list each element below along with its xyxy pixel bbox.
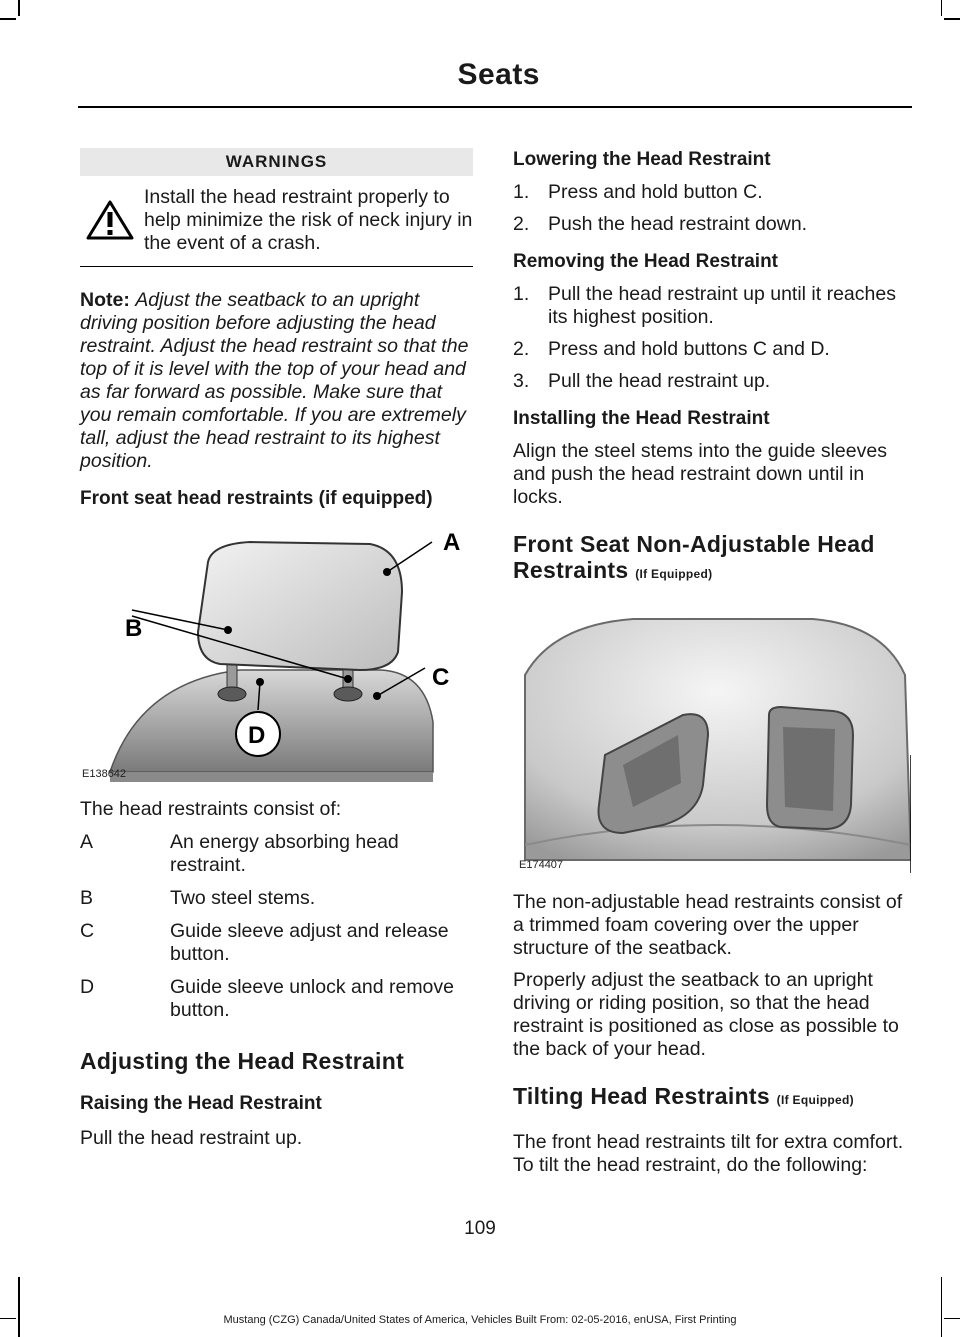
crop-mark — [18, 1277, 20, 1337]
lowering-steps — [513, 181, 911, 236]
step-text: Press and hold button C. — [548, 181, 763, 203]
part-row — [80, 831, 473, 877]
non-adjustable-figure — [513, 615, 911, 873]
part-key: A — [80, 831, 94, 853]
installing-heading: Installing the Head Restraint — [513, 408, 770, 429]
callout-c: C — [432, 664, 450, 691]
crop-mark — [941, 1277, 943, 1337]
part-value: An energy absorbing head restraint. — [170, 831, 399, 876]
removing-steps — [513, 283, 911, 393]
step-number: 1. — [513, 181, 530, 203]
warning-triangle-icon — [86, 200, 134, 240]
tilting-heading — [513, 1083, 911, 1113]
head-restraint-illustration — [80, 522, 473, 782]
consist-intro: The head restraints consist of: — [80, 798, 342, 820]
removing-heading: Removing the Head Restraint — [513, 251, 778, 272]
tilting-text: The front head restraints tilt for extra comfort. To tilt the head restraint, do the following: — [513, 1131, 904, 1176]
non-adjustable-heading-text: Front Seat Non-Adjustable Head Restraints — [513, 531, 875, 583]
callout-a: A — [443, 529, 461, 556]
page-footer: Mustang (CZG) Canada/United States of America, Vehicles Built From: 02-05-2016, enUSA, First Printing — [223, 1314, 737, 1326]
step-number: 2. — [513, 338, 530, 360]
note-text: Adjust the seatback to an upright driving position before adjusting the head restraint. Adjust the head restraint so that the top of it is level with the top of your head and as far forward as possible. Make sure that you remain comfortable. If you are extremely tall, adjust the head restraint to its highest position. — [80, 289, 469, 472]
parts-list — [80, 831, 473, 1022]
right-column — [513, 148, 911, 1177]
page-title: Seats — [457, 58, 540, 91]
step-number: 3. — [513, 370, 530, 392]
warning-box — [80, 176, 473, 267]
note-label: Note: — [80, 289, 130, 311]
page-number: 109 — [464, 1218, 496, 1239]
non-adjustable-p1: The non-adjustable head restraints consist of a trimmed foam covering over the upper structure of the seatback. — [513, 891, 903, 959]
figure-code: E138642 — [82, 768, 127, 780]
header-divider — [78, 106, 912, 108]
raising-text: Pull the head restraint up. — [80, 1127, 303, 1149]
front-seat-heading: Front seat head restraints (if equipped) — [80, 488, 433, 509]
part-value: Guide sleeve adjust and release button. — [170, 920, 449, 965]
adjusting-heading: Adjusting the Head Restraint — [80, 1048, 405, 1074]
warning-text: Install the head restraint properly to help minimize the risk of neck injury in the event of a crash. — [144, 186, 473, 254]
tilting-heading-text: Tilting Head Restraints — [513, 1083, 770, 1109]
step-text: Push the head restraint down. — [548, 213, 808, 235]
part-row — [80, 920, 473, 966]
warning-heading: WARNINGS — [80, 148, 473, 176]
crop-mark — [944, 18, 960, 20]
part-key: D — [80, 976, 95, 998]
part-row — [80, 887, 473, 910]
list-item — [513, 213, 911, 236]
step-text: Pull the head restraint up until it reaches its highest position. — [548, 283, 896, 328]
note-paragraph — [80, 289, 473, 473]
figure-code: E174407 — [519, 859, 564, 871]
part-key: B — [80, 887, 94, 909]
step-text: Press and hold buttons C and D. — [548, 338, 830, 360]
list-item — [513, 338, 911, 361]
callout-d: D — [248, 722, 266, 749]
seatback-illustration — [513, 615, 911, 873]
crop-mark — [18, 0, 20, 16]
crop-mark — [0, 18, 16, 20]
lowering-heading: Lowering the Head Restraint — [513, 149, 771, 170]
part-key: C — [80, 920, 95, 942]
part-row — [80, 976, 473, 1022]
crop-mark — [941, 0, 943, 16]
step-text: Pull the head restraint up. — [548, 370, 771, 392]
list-item — [513, 283, 911, 329]
step-number: 1. — [513, 283, 530, 305]
callout-b: B — [125, 615, 143, 642]
non-adjustable-heading — [513, 531, 911, 587]
step-number: 2. — [513, 213, 530, 235]
if-equipped-tag: (If Equipped) — [635, 567, 713, 581]
installing-text: Align the steel stems into the guide sleeves and push the head restraint down until in locks. — [513, 440, 887, 508]
part-value: Guide sleeve unlock and remove button. — [170, 976, 454, 1021]
raising-heading: Raising the Head Restraint — [80, 1093, 322, 1114]
list-item — [513, 181, 911, 204]
part-value: Two steel stems. — [170, 887, 316, 909]
list-item — [513, 370, 911, 393]
if-equipped-tag: (If Equipped) — [776, 1093, 854, 1107]
left-column — [80, 148, 473, 1150]
head-restraint-figure — [80, 522, 473, 782]
non-adjustable-p2: Properly adjust the seatback to an upright driving or riding position, so that the head restraint is positioned as close as possible to the back of your head. — [513, 969, 899, 1060]
